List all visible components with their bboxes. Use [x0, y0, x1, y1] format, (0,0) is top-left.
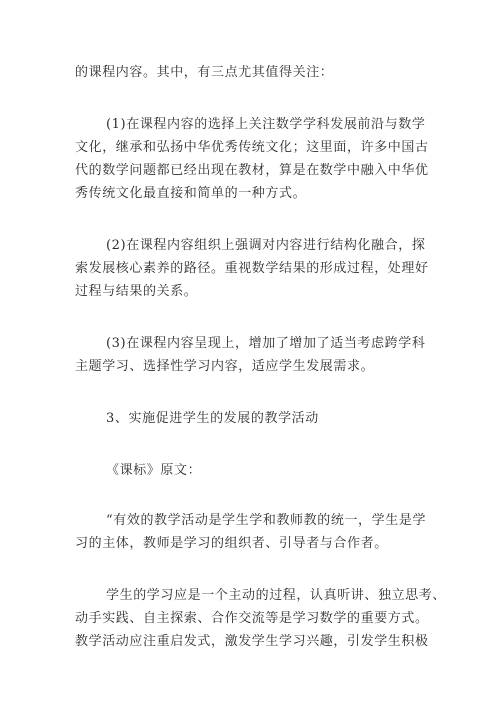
text-line: 学生的学习应是一个主动的过程，认真听讲、独立思考、 [106, 588, 447, 603]
section-heading: 3、实施促进学生的发展的教学活动 [106, 411, 319, 426]
text-line: 《课标》原文： [106, 463, 202, 478]
text-line: 动手实践、自主探索、合作交流等是学习数学的重要方式。 [75, 611, 429, 626]
text-line: (2)在课程内容组织上强调对内容进行结构化融合，探 [106, 238, 426, 253]
text-line: 习的主体，教师是学习的组织者、引导者与合作者。 [75, 536, 388, 551]
text-line: 教学活动应注重启发式，激发学生学习兴趣，引发学生积极 [75, 634, 429, 649]
text-line: 文化，继承和弘扬中华优秀传统文化；这里面，许多中国古 [75, 140, 429, 155]
text-line: 过程与结果的关系。 [75, 284, 198, 299]
text-line: 索发展核心素养的路径。重视数学结果的形成过程，处理好 [75, 261, 429, 276]
text-line: “有效的教学活动是学生学和教师教的统一，学生是学 [106, 513, 427, 528]
text-line: 主题学习、选择性学习内容，适应学生发展需求。 [75, 359, 375, 374]
text-line: (3)在课程内容呈现上，增加了增加了适当考虑跨学科 [106, 336, 426, 351]
text-line: (1)在课程内容的选择上关注数学学科发展前沿与数学 [106, 117, 426, 132]
text-line: 秀传统文化最直接和简单的一种方式。 [75, 186, 307, 201]
text-line: 的课程内容。其中，有三点尤其值得关注： [75, 65, 334, 80]
text-line: 代的数学问题都已经出现在教材，算是在数学中融入中华优 [75, 163, 429, 178]
